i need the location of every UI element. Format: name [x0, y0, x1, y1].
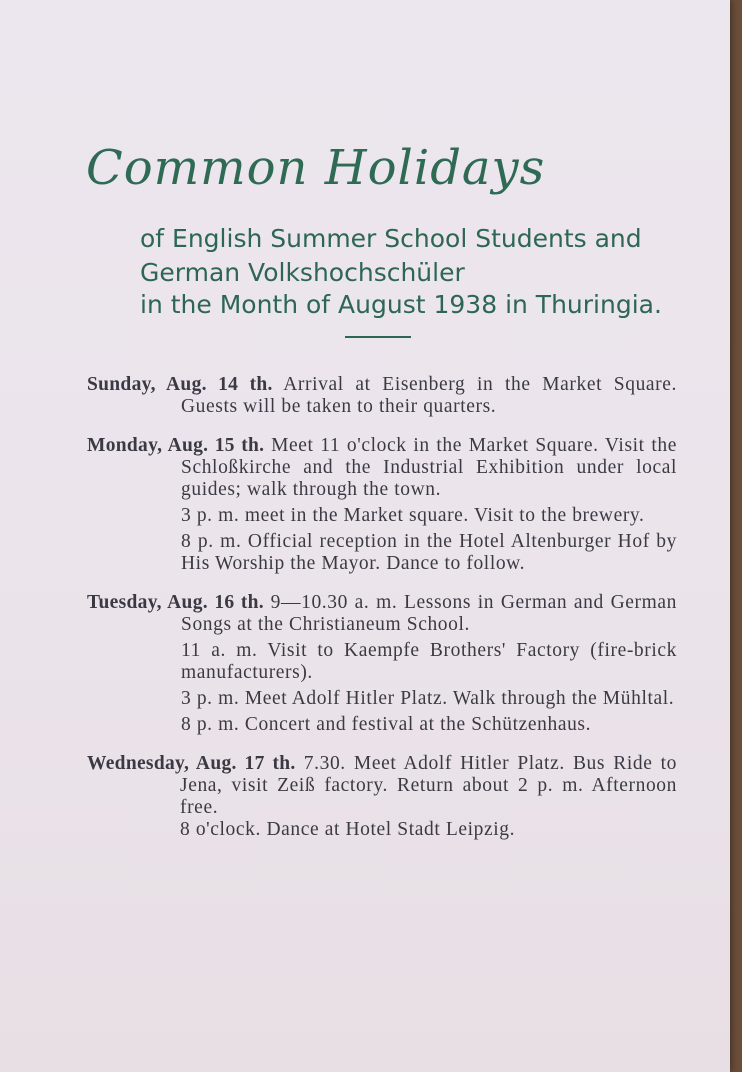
- subtitle-line-3: in the Month of August 1938 in Thuringia.: [140, 290, 662, 319]
- day-label: Monday, Aug. 15 th.: [87, 435, 265, 456]
- day-label: Sunday, Aug. 14 th.: [87, 374, 273, 395]
- schedule-day-monday: [87, 435, 677, 575]
- day-paragraph: 8 p. m. Concert and festival at the Schützenhaus.: [181, 714, 592, 735]
- day-entry: [87, 753, 677, 819]
- day-paragraph: 11 a. m. Visit to Kaempfe Brothers' Factory (fire-brick manufacturers).: [181, 640, 677, 683]
- day-entry: [87, 435, 677, 501]
- day-text: 9—10.30 a. m. Lessons in German and German Songs at the Christianeum School.: [181, 592, 677, 635]
- subtitle-line-1: of English Summer School Students and: [140, 224, 642, 253]
- day-paragraph: 8 o'clock. Dance at Hotel Stadt Leipzig.: [180, 819, 516, 840]
- schedule-day-tuesday: [87, 592, 677, 736]
- day-text: Arrival at Eisenberg in the Market Square. Guests will be taken to their quarters.: [181, 374, 677, 417]
- day-label: Tuesday, Aug. 16 th.: [87, 592, 264, 613]
- day-text: 7.30. Meet Adolf Hitler Platz. Bus Ride to Jena, visit Zeiß factory. Return about 2 p. m. Afternoon free.: [180, 753, 677, 818]
- schedule-day-sunday: [87, 374, 677, 418]
- day-label: Wednesday, Aug. 17 th.: [87, 753, 296, 774]
- day-entry: [87, 592, 677, 636]
- day-text: Meet 11 o'clock in the Market Square. Visit the Schloßkirche and the Industrial Exhibition under local guides; walk through the town.: [181, 435, 677, 500]
- day-paragraph: 3 p. m. Meet Adolf Hitler Platz. Walk through the Mühltal.: [181, 688, 675, 709]
- schedule-day-wednesday: [87, 753, 677, 841]
- day-entry: [87, 374, 677, 418]
- divider-rule: [345, 336, 411, 338]
- day-paragraph: 8 p. m. Official reception in the Hotel Altenburger Hof by His Worship the Mayor. Dance to follow.: [181, 531, 677, 574]
- subtitle-line-2: German Volkshochschüler: [140, 258, 465, 287]
- page-title: Common Holidays: [86, 140, 546, 196]
- day-paragraph: 3 p. m. meet in the Market square. Visit to the brewery.: [181, 505, 645, 526]
- schedule: [87, 374, 677, 858]
